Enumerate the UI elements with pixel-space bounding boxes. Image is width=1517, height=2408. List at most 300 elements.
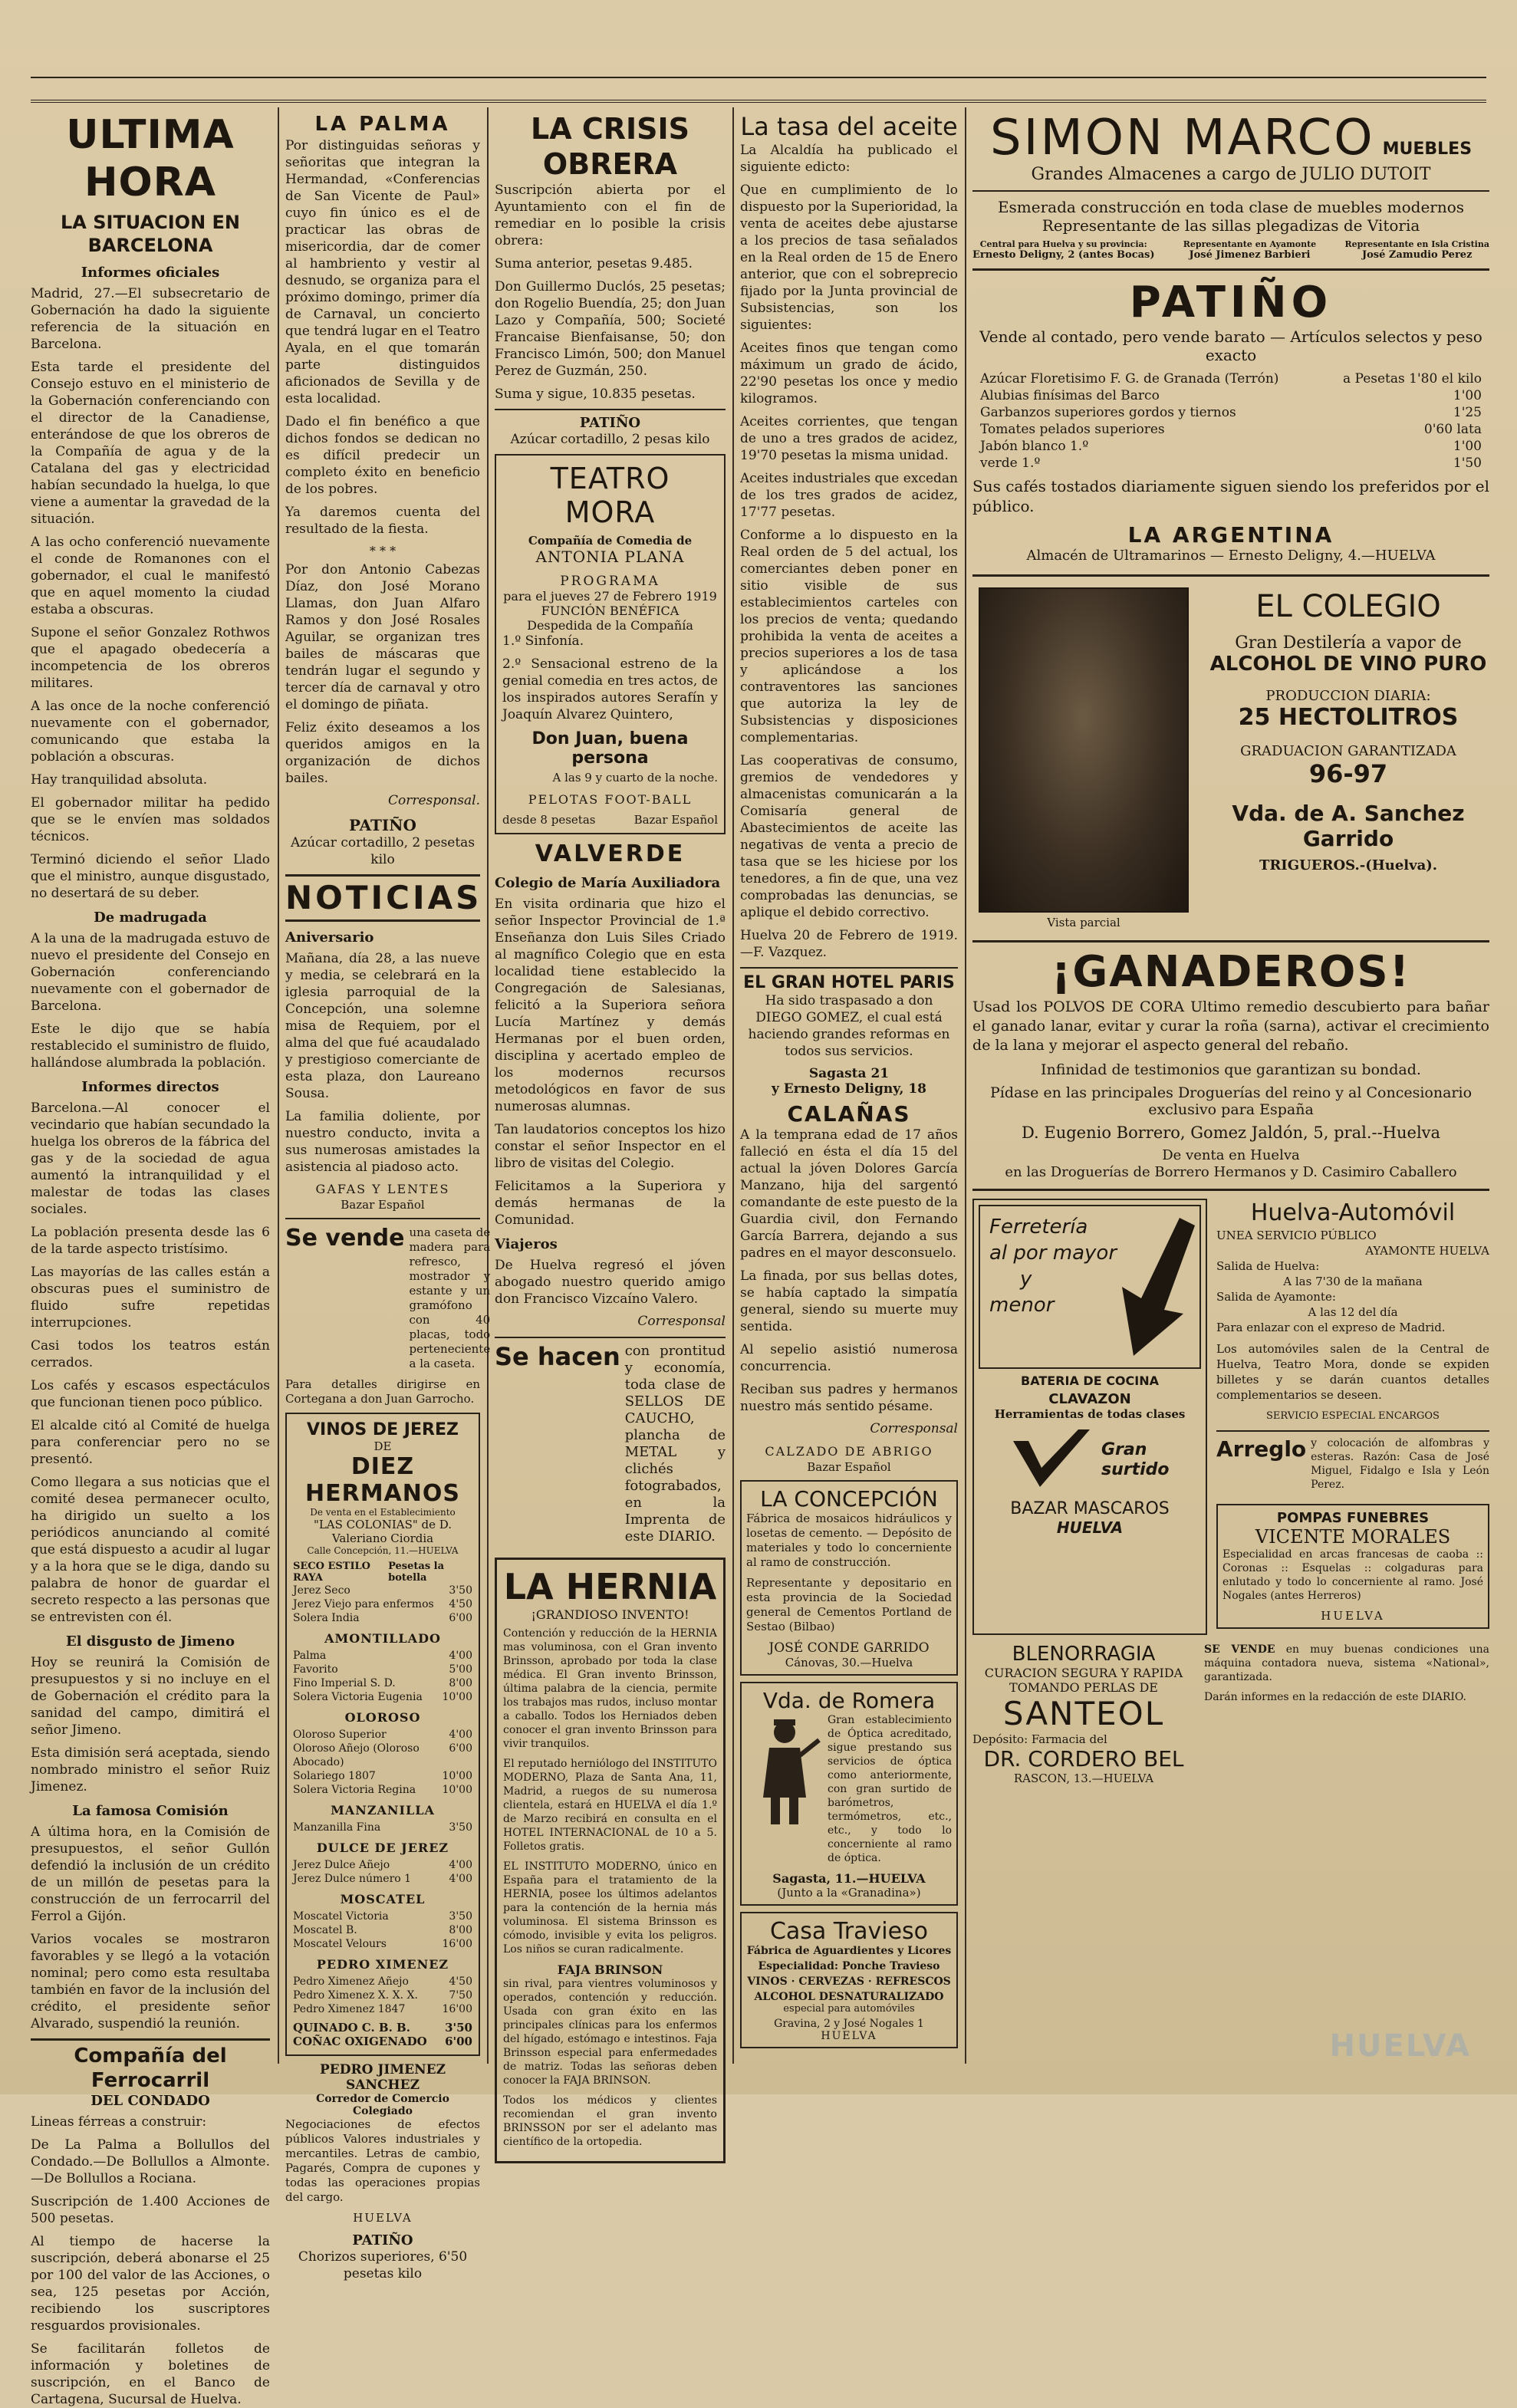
paragraph: Que en cumplimiento de lo dispuesto por la Superioridad, la venta de aceites debe ajustarse a los precios de tasa señalados en la Real orden de 15 de Enero anterior, que con el sobreprecio fijado por la Junta provincial de Subsistencias, son los siguientes: bbox=[740, 183, 958, 333]
colegio-line: TRIGUEROS.-(Huelva). bbox=[1259, 857, 1438, 873]
paragraph: Feliz éxito deseamos a los queridos amigos en la organización de dichos bailes. bbox=[285, 720, 480, 786]
colegio-line: 96-97 bbox=[1308, 759, 1388, 788]
price-value: 7'50 bbox=[449, 1989, 472, 2002]
programa-label: PROGRAMA bbox=[560, 574, 660, 589]
paragraph: La Alcaldía ha publicado el siguiente edicto: bbox=[740, 143, 958, 175]
price-value: 4'00 bbox=[449, 1650, 472, 1662]
paragraph: Conforme a lo dispuesto en la Real orden de 5 del actual, los comerciantes deben poner en sitio visible de sus establecimientos carteles con los precios de venta; quedando prohibida la venta de aceites a precios superiores a los de tasa y aplicándose a los contraventores las sanciones que autoriza la ley de Subsistencias y disposiciones complementarias. bbox=[740, 528, 958, 745]
section-heading: Aniversario bbox=[285, 929, 374, 946]
price-row bbox=[293, 1597, 472, 1611]
ferreteria-bazar: BAZAR MASCAROS bbox=[1010, 1499, 1170, 1518]
paragraph: Se facilitarán folletos de información y boletines de suscripción, en el Banco de Cartagena, Sucursal de Huelva. bbox=[31, 2341, 270, 2407]
paragraph: Don Guillermo Duclós, 25 pesetas; don Rogelio Buendía, 25; don Juan Lazo y Compañía, 500; Societé Francaise Bienfaisanse, 50; don Francisco Limón, 500; don Manuel Perez de Guzmán, 250. bbox=[495, 279, 726, 379]
arreglo-ad bbox=[1216, 1430, 1489, 1498]
ferreteria-city: HUELVA bbox=[1056, 1518, 1124, 1537]
price-row bbox=[980, 387, 1482, 404]
column-divider bbox=[487, 107, 489, 2064]
paragraph: Felicitamos a la Superiora y demás hermanas de la Comunidad. bbox=[495, 1179, 726, 1228]
seco-heading: SECO ESTILO RAYA bbox=[293, 1561, 371, 1584]
paragraph: Este le dijo que se había restablecido el suministro de fluido, hallándose alumbrada la población. bbox=[31, 1021, 270, 1071]
photo-caption: Vista parcial bbox=[1047, 916, 1120, 929]
paragraph: Esta tarde el presidente del Consejo estuvo en el ministerio de la Gobernación conferenciando con el director de la Canadiense, enterándose de que los obreros de la Compañía de agua y de la Catalana del gas y electricidad habían secundado la huelga, lo que viene a aumentar la gravedad de la situación. bbox=[31, 360, 270, 527]
travieso-vinos: VINOS · CERVEZAS · REFRESCOS bbox=[747, 1975, 951, 1988]
ganaderos-text: D. Eugenio Borrero, Gomez Jaldón, 5, pral.--Huelva bbox=[1021, 1123, 1441, 1142]
price-label: Fino Imperial S. D. bbox=[293, 1677, 396, 1689]
sevende-text: una caseta de madera para refresco, mostrador y estante y un gramófono con 40 placas, todo perteneciente a la caseta. bbox=[409, 1225, 491, 1370]
paragraph: La familia doliente, por nuestro conducto, invita a sus numerosas amistades la asistencia al piadoso acto. bbox=[285, 1109, 480, 1175]
price-row bbox=[293, 1858, 472, 1872]
paragraph: Ya daremos cuenta del resultado de la fiesta. bbox=[285, 505, 480, 537]
price-value: 4'00 bbox=[449, 1873, 472, 1885]
price-label: Moscatel B. bbox=[293, 1924, 357, 1936]
price-value: 4'00 bbox=[449, 1729, 472, 1741]
funcion-benefica: FUNCIÓN BENÉFICA bbox=[541, 604, 680, 618]
price-label: Pedro Ximenez Añejo bbox=[293, 1975, 409, 1988]
column-divider bbox=[732, 107, 734, 2064]
blen-line: TOMANDO PERLAS DE bbox=[1009, 1680, 1158, 1695]
top-rule bbox=[31, 77, 1486, 78]
price-row bbox=[293, 1649, 472, 1663]
quinado-row bbox=[293, 2021, 472, 2035]
simon-contact-head: Representante en Ayamonte bbox=[1183, 239, 1317, 249]
auto-line: Los automóviles salen de la Central de Huelva, Teatro Mora, donde se expiden billetes y se darán cuantos detalles complementarios se deseen. bbox=[1216, 1342, 1489, 1402]
pesetas-heading: Pesetas la botella bbox=[388, 1561, 445, 1584]
paragraph: Aceites finos que tengan como máximum un grado de ácido, 22'90 pesetas los once y medio kilogramos. bbox=[740, 340, 958, 406]
noticias-title: NOTICIAS bbox=[285, 874, 480, 922]
la-palma-title: LA PALMA bbox=[314, 113, 451, 136]
dulce-price-list bbox=[293, 1858, 472, 1886]
ferreteria-ad bbox=[972, 1199, 1207, 1635]
auto-line: Salida de Huelva: bbox=[1216, 1259, 1320, 1273]
price-value: 4'50 bbox=[449, 1598, 472, 1610]
column-2 bbox=[281, 111, 491, 2281]
blen-title: BLENORRAGIA bbox=[1012, 1643, 1156, 1666]
price-label: Jerez Viejo para enfermos bbox=[293, 1598, 434, 1610]
paragraph: Dado el fin benéfico a que dichos fondos se dedican no es difícil predecir un completo éxito en beneficio de los pobres. bbox=[285, 414, 480, 497]
vinos-jerez-ad bbox=[285, 1413, 480, 2056]
vinos-title: VINOS DE JEREZ bbox=[307, 1420, 459, 1439]
pjs-text: Negociaciones de efectos públicos Valores industriales y mercantiles. Letras de cambio, Pagarés, Compra de cupones y todas las operaciones propias del cargo. bbox=[285, 2117, 480, 2204]
hernia-p: Todos los médicos y clientes recomiendan el gran invento BRINSSON por ser el adelanto mas científico de la ortopedia. bbox=[503, 2094, 717, 2148]
price-row bbox=[293, 1742, 472, 1769]
gafas-ad-sub: Bazar Español bbox=[341, 1198, 425, 1212]
manzanilla-heading: MANZANILLA bbox=[331, 1803, 435, 1818]
blen-dep: Depósito: Farmacia del bbox=[972, 1732, 1107, 1746]
price-row bbox=[293, 1975, 472, 1989]
concepcion-ad bbox=[740, 1480, 958, 1676]
sevende-text: en muy buenas condiciones una máquina contadora nueva, sistema «National», garantizada. bbox=[1204, 1643, 1489, 1683]
paragraph: Los cafés y escasos espectáculos que funcionan tienen poco público. bbox=[31, 1378, 270, 1410]
paragraph: Las mayorías de las calles están a obscuras pues el suministro de fluido sufre repetidas interrupciones. bbox=[31, 1265, 270, 1331]
arreglo-text: y colocación de alfombras y esteras. Razón: Casa de José Miguel, Fidalgo e Isla y León Perez. bbox=[1311, 1437, 1489, 1491]
concepcion-text: Fábrica de mosaicos hidráulicos y losetas de cemento. — Depósito de materiales y todo lo concerniente al ramo de construcción. bbox=[746, 1512, 952, 1569]
conac-label: COÑAC OXIGENADO bbox=[293, 2035, 427, 2048]
romera-address2: (Junto a la «Granadina») bbox=[777, 1886, 921, 1900]
asterism: * * * bbox=[369, 544, 397, 558]
price-row bbox=[980, 421, 1482, 438]
patino2-text: Chorizos superiores, 6'50 pesetas kilo bbox=[298, 2249, 468, 2281]
price-value: 1'00 bbox=[1453, 388, 1482, 403]
ganaderos-text: Usad los POLVOS DE CORA Ultimo remedio descubierto para bañar el ganado lanar, evitar y curar la roña (sarna), activar el crecimiento de la lana y mejorar el aspecto general del rebaño. bbox=[972, 998, 1489, 1054]
paragraph: Esta dimisión será aceptada, siendo nombrado ministro el señor Ruiz Jimenez. bbox=[31, 1745, 270, 1794]
ganaderos-title: ¡GANADEROS! bbox=[1051, 947, 1411, 997]
ferreteria-gran: Gran surtido bbox=[1101, 1440, 1170, 1479]
pjs-sub: Corredor de Comercio Colegiado bbox=[316, 2093, 449, 2117]
hotel-paris-title: EL GRAN HOTEL PARIS bbox=[740, 967, 958, 992]
paragraph: El alcalde citó al Comité de huelga para conferenciar pero no se presentó. bbox=[31, 1418, 270, 1467]
pelotas-title: PELOTAS FOOT-BALL bbox=[528, 792, 693, 807]
price-row bbox=[293, 1584, 472, 1597]
price-value: 1'00 bbox=[1453, 439, 1482, 454]
travieso-esp: Especialidad: Ponche Travieso bbox=[758, 1960, 940, 1972]
price-label: Garbanzos superiores gordos y tiernos bbox=[980, 405, 1236, 420]
column-3 bbox=[490, 111, 730, 2148]
hernia-title: LA HERNIA bbox=[503, 1566, 717, 1607]
paragraph: Suscripción de 1.400 Acciones de 500 pesetas. bbox=[31, 2194, 270, 2226]
colegio-line: 25 HECTOLITROS bbox=[1238, 704, 1459, 731]
teatro-actress: ANTONIA PLANA bbox=[535, 548, 685, 566]
sehacen-ad bbox=[495, 1337, 726, 1551]
moscatel-heading: MOSCATEL bbox=[340, 1892, 426, 1906]
paragraph: A las ocho conferenció nuevamente el conde de Romanones con el gobernador, el cual le manifestó que en aquel momento la ciudad estaba a obscuras. bbox=[31, 535, 270, 617]
paragraph: Casi todos los teatros están cerrados. bbox=[31, 1338, 270, 1370]
ferrocarril-title: Compañía del Ferrocarril bbox=[74, 2044, 227, 2092]
price-label: Palma bbox=[293, 1650, 327, 1662]
price-row bbox=[293, 1728, 472, 1742]
oloroso-heading: OLOROSO bbox=[344, 1710, 421, 1725]
simon-contact: Ernesto Deligny, 2 (antes Bocas) bbox=[972, 249, 1155, 261]
price-value: 0'60 lata bbox=[1423, 422, 1482, 437]
price-value: 10'00 bbox=[442, 1784, 472, 1796]
section-heading: Colegio de María Auxiliadora bbox=[495, 875, 721, 891]
programa-item: 2.º Sensacional estreno de la genial comedia en tres actos, de los inspirados autores Serafín y Joaquín Alvarez Quintero, bbox=[502, 656, 718, 722]
sehacen-text: con prontitud y economía, toda clase de SELLOS DE CAUCHO, plancha de METAL y clichés fotograbados, en la Imprenta de este DIARIO. bbox=[624, 1343, 726, 1544]
column-4 bbox=[735, 111, 963, 2064]
gafas-ad-title: GAFAS Y LENTES bbox=[315, 1182, 450, 1196]
pompas-city: HUELVA bbox=[1321, 1609, 1385, 1623]
concepcion-title: LA CONCEPCIÓN bbox=[760, 1486, 938, 1512]
auto-line: Salida de Ayamonte: bbox=[1216, 1290, 1336, 1304]
pompas-text: Especialidad en arcas francesas de caoba :: Coronas :: Esquelas :: colgaduras para enlutado y todo lo concerniente al ramo. José Nogales (antes Herreros) bbox=[1222, 1548, 1483, 1602]
top-double-rule bbox=[31, 100, 1486, 103]
sevende-title: Se vende bbox=[285, 1225, 405, 1252]
calzado-title: CALZADO DE ABRIGO bbox=[765, 1444, 933, 1459]
valverde-title: VALVERDE bbox=[535, 840, 686, 867]
patino-ad-title: PATIÑO bbox=[349, 816, 416, 834]
travieso-sub: Fábrica de Aguardientes y Licores bbox=[746, 1945, 952, 1957]
patino-big-sub: Vende al contado, pero vende barato — Artículos selectos y peso exacto bbox=[979, 327, 1482, 364]
column-5 bbox=[968, 111, 1494, 2064]
amontillado-price-list bbox=[293, 1649, 472, 1704]
paragraph: Aceites industriales que excedan de los tres grados de acidez, 17'77 pesetas. bbox=[740, 471, 958, 520]
price-label: Oloroso Superior bbox=[293, 1729, 387, 1741]
paragraph: A última hora, en la Comisión de presupuestos, el señor Gullón defendió la inclusión de un crédito de un millón de pesetas para la construcción de un ferrocarril del Ferrol a Gijón. bbox=[31, 1824, 270, 1924]
ferreteria-bateria: BATERIA DE COCINA bbox=[1021, 1373, 1159, 1388]
section-heading: Informes oficiales bbox=[81, 265, 220, 281]
price-row bbox=[293, 1821, 472, 1834]
signature: Corresponsal bbox=[870, 1421, 958, 1436]
price-label: Jerez Dulce número 1 bbox=[293, 1873, 412, 1885]
patino-price-list bbox=[972, 370, 1489, 472]
hernia-p: Contención y reducción de la HERNIA mas voluminosa, con el Gran invento Brinsson, aprobado por toda la clase médica. El Gran invento Brinsson, última palabra de la ciencia, permite los trabajos mas rudos, incluso montar a caballo. Todos los Herniados deben conocer el gran invento Brinsson para vivir tranquilos. bbox=[503, 1627, 717, 1750]
ferreteria-line: al por mayor bbox=[989, 1242, 1117, 1265]
argentina-sub: Almacén de Ultramarinos — Ernesto Deligny, 4.—HUELVA bbox=[1026, 548, 1436, 564]
sevende-title: SE VENDE bbox=[1204, 1643, 1275, 1656]
hotel-address: Sagasta 21 bbox=[808, 1066, 890, 1081]
price-value: 8'00 bbox=[449, 1924, 472, 1936]
arrow-down-icon bbox=[1111, 1214, 1195, 1360]
pelotas-shop: Bazar Español bbox=[633, 813, 718, 827]
vinos-venta: De venta en el Establecimiento bbox=[310, 1507, 456, 1518]
price-label: Jerez Seco bbox=[293, 1584, 350, 1597]
ferreteria-line: Ferretería bbox=[989, 1216, 1088, 1239]
calzado-sub: Bazar Español bbox=[807, 1460, 891, 1474]
ganaderos-text: De venta en Huelva bbox=[1162, 1147, 1300, 1163]
despedida: Despedida de la Compañía bbox=[527, 618, 693, 633]
paragraph: Tan laudatorios conceptos los hizo constar el señor Inspector en el libro de visitas del Colegio. bbox=[495, 1122, 726, 1171]
paragraph: El gobernador militar ha pedido que se le envíen mas soldados técnicos. bbox=[31, 795, 270, 844]
travieso-title: Casa Travieso bbox=[769, 1918, 929, 1945]
pedro-heading: PEDRO XIMENEZ bbox=[316, 1957, 449, 1972]
price-label: Moscatel Victoria bbox=[293, 1910, 389, 1923]
patino-cafe: Sus cafés tostados diariamente siguen siendo los preferidos por el público. bbox=[972, 477, 1489, 515]
vinos-calle: Calle Concepción, 11.—HUELVA bbox=[307, 1545, 459, 1556]
oloroso-price-list bbox=[293, 1728, 472, 1797]
pompas-title: POMPAS FUNEBRES bbox=[1276, 1510, 1430, 1526]
paragraph: De La Palma a Bollullos del Condado.—De Bollullos a Almonte.—De Bollullos a Rociana. bbox=[31, 2137, 270, 2186]
patino-text: Azúcar cortadillo, 2 pesas kilo bbox=[510, 432, 710, 447]
situacion-subtitle: LA SITUACION EN BARCELONA bbox=[61, 212, 240, 256]
paragraph: La población presenta desde las 6 de la tarde aspecto tristísimo. bbox=[31, 1225, 270, 1257]
blen-brand: SANTEOL bbox=[1002, 1695, 1165, 1732]
pompas-ad bbox=[1216, 1504, 1489, 1629]
price-value: 16'00 bbox=[442, 1938, 472, 1950]
price-label: Tomates pelados superiores bbox=[980, 422, 1165, 437]
section-heading: La famosa Comisión bbox=[72, 1803, 229, 1819]
paragraph: Hoy se reunirá la Comisión de presupuestos y si no incluye en el de Gobernación el crédito para la sanidad del campo, dimitirá el señor Jimeno. bbox=[31, 1655, 270, 1738]
concepcion-text: Representante y depositario en esta provincia de la Sociedad general de Cementos Portland de Sestao (Bilbao) bbox=[746, 1576, 952, 1633]
tasa-aceite-title: La tasa del aceite bbox=[740, 112, 958, 141]
pedro-price-list bbox=[293, 1975, 472, 2016]
paragraph: De Huelva regresó el jóven abogado nuestro querido amigo don Francisco Vizcaíno Valero. bbox=[495, 1258, 726, 1307]
hernia-ad bbox=[495, 1558, 726, 2163]
section-heading: Viajeros bbox=[495, 1236, 558, 1252]
price-row bbox=[980, 404, 1482, 421]
price-row bbox=[293, 1676, 472, 1690]
quinado-label: QUINADO C. B. B. bbox=[293, 2021, 410, 2035]
hernia-p: El reputado herniólogo del INSTITUTO MODERNO, Plaza de Santa Ana, 11, Madrid, a ruegos de su numerosa clientela, estará en HUELVA el día 1.º de Marzo recibirá en consulta en el HOTEL INTERNACIONAL de 10 a 5. Folletos gratis. bbox=[503, 1758, 717, 1853]
paragraph: Varios vocales se mostraron favorables y se llegó a la votación nominal; pero como esta resultaba también en favor de la inclusión del crédito, el presidente señor Alvarado, suspendió la reunión. bbox=[31, 1932, 270, 2031]
price-value: a Pesetas 1'80 el kilo bbox=[1343, 371, 1482, 387]
blen-addr: RASCON, 13.—HUELVA bbox=[1013, 1771, 1154, 1785]
diez-hermanos-brand: DIEZ HERMANOS bbox=[305, 1453, 460, 1507]
price-row bbox=[293, 1872, 472, 1886]
seco-price-list bbox=[293, 1584, 472, 1625]
price-value: 3'50 bbox=[449, 1584, 472, 1597]
hernia-sub: ¡GRANDIOSO INVENTO! bbox=[531, 1607, 689, 1622]
price-row bbox=[293, 1663, 472, 1676]
paragraph: La finada, por sus bellas dotes, se había captado la simpatía general, siendo su muerte muy sentida. bbox=[740, 1268, 958, 1334]
patino-big-title: PATIÑO bbox=[1129, 278, 1333, 327]
pjs-city: HUELVA bbox=[353, 2211, 413, 2225]
simon-contact: José Zamudio Perez bbox=[1361, 249, 1473, 261]
colegio-line: Vda. de A. Sanchez Garrido bbox=[1232, 801, 1465, 851]
price-label: Solera Victoria Regina bbox=[293, 1784, 416, 1796]
ferreteria-line: menor bbox=[989, 1294, 1055, 1317]
calanas-title: CALAÑAS bbox=[787, 1101, 911, 1127]
price-label: Jerez Dulce Añejo bbox=[293, 1859, 390, 1871]
pelotas-price: desde 8 pesetas bbox=[502, 813, 596, 827]
paragraph: Suscripción abierta por el Ayuntamiento con el fin de remediar en lo posible la crisis obrera: bbox=[495, 183, 726, 248]
hernia-p: sin rival, para vientres voluminosos y operados, contención y reducción. Usada con gran éxito en las principales clínicas para los enfermos del hígado, estómago e intestinos. Faja Brinsson especial para enfermedades de matriz. Todas las señoras deben conocer la FAJA BRINSON. bbox=[503, 1978, 717, 2087]
price-label: Jabón blanco 1.º bbox=[980, 439, 1089, 454]
paragraph: Reciban sus padres y hermanos nuestro más sentido pésame. bbox=[740, 1382, 958, 1414]
paragraph: Suma y sigue, 10.835 pesetas. bbox=[495, 387, 696, 402]
obra-title: Don Juan, buena persona bbox=[531, 729, 689, 768]
paragraph: Aceites corrientes, que tengan de uno a tres grados de acidez, 19'70 pesetas la misma unidad. bbox=[740, 414, 958, 463]
price-row bbox=[293, 1690, 472, 1704]
paragraph: Mañana, día 28, a las nueve y media, se celebrará en la iglesia parroquial de la Concepción, una solemne misa de Requiem, por el alma del que fué acaudalado y prestigioso comerciante de esta plaza, don Laureano Sousa. bbox=[285, 951, 480, 1101]
pjs-title: PEDRO JIMENEZ SANCHEZ bbox=[319, 2062, 446, 2093]
price-label: Azúcar Floretisimo F. G. de Granada (Terrón) bbox=[980, 371, 1279, 387]
quinado-price: 3'50 bbox=[445, 2021, 472, 2035]
auto-line: AYAMONTE HUELVA bbox=[1365, 1244, 1489, 1258]
price-row bbox=[293, 1910, 472, 1923]
price-label: Alubias finísimas del Barco bbox=[980, 388, 1160, 403]
price-value: 1'25 bbox=[1453, 405, 1482, 420]
travieso-city: HUELVA bbox=[821, 2030, 877, 2042]
divider bbox=[31, 2038, 270, 2041]
price-label: Solera India bbox=[293, 1612, 360, 1624]
concepcion-address: Cánovas, 30.—Huelva bbox=[785, 1656, 913, 1669]
signature: Corresponsal bbox=[637, 1314, 726, 1329]
price-row bbox=[980, 438, 1482, 455]
paragraph: Al sepelio asistió numerosa concurrencia. bbox=[740, 1342, 958, 1374]
auto-line: SERVICIO ESPECIAL ENCARGOS bbox=[1266, 1410, 1440, 1422]
price-value: 3'50 bbox=[449, 1821, 472, 1834]
romera-text: Gran establecimiento de Óptica acreditado, sigue prestando sus servicios de óptica como anteriormente, con gran surtido de barómetros, termómetros, etc., etc., y todo lo concerniente al ramo de óptica. bbox=[828, 1714, 952, 1864]
blenorragia-ad bbox=[972, 1643, 1195, 1785]
distillery-photo bbox=[979, 587, 1189, 913]
simon-text: Esmerada construcción en toda clase de muebles modernos bbox=[997, 198, 1465, 216]
price-value: 4'50 bbox=[449, 1975, 472, 1988]
paragraph: Terminó diciendo el señor Llado que el ministro, aunque disgustado, no desertará de su deber. bbox=[31, 852, 270, 901]
sevende-text2: Para detalles dirigirse en Cortegana a don Juan Garrocho. bbox=[285, 1377, 480, 1406]
auto-line: A las 12 del día bbox=[1308, 1305, 1398, 1319]
paragraph: A la temprana edad de 17 años falleció en ésta el día 15 del actual la jóven Dolores García Manzano, hija del sargentó comandante de este puesto de la Guardia civil, don Fernando García Barrera, dejando a sus padres en el mayor desconsuelo. bbox=[740, 1127, 958, 1261]
price-label: Manzanilla Fina bbox=[293, 1821, 381, 1834]
hernia-p: EL INSTITUTO MODERNO, único en España para el tratamiento de la HERNIA, posee los últimos adelantos para la contención de la hernia más voluminosa. El sistema Brinsson es cómodo, invisible y evita los peligros. Los niños se curan radicalmente. bbox=[503, 1860, 717, 1956]
travieso-address: Gravina, 2 y José Nogales 1 bbox=[774, 2018, 924, 2030]
price-value: 16'00 bbox=[442, 2003, 472, 2015]
blen-line: CURACION SEGURA Y RAPIDA bbox=[984, 1666, 1183, 1680]
paragraph: Madrid, 27.—El subsecretario de Gobernación ha dado la siguiente referencia de la situación en Barcelona. bbox=[31, 286, 270, 352]
simon-text: Representante de las sillas plegadizas de Vitoria bbox=[1041, 216, 1420, 235]
auto-line: A las 7'30 de la mañana bbox=[1283, 1275, 1423, 1288]
price-row bbox=[980, 455, 1482, 472]
paragraph: Por don Antonio Cabezas Díaz, don José Morano Llamas, don Juan Alfaro Ramos y don José Rosales Aguilar, se organizan tres bailes de máscaras que tendrán lugar el segundo y tercer día de carnaval y otro el domingo de piñata. bbox=[285, 562, 480, 712]
paragraph: A la una de la madrugada estuvo de nuevo el presidente del Consejo en Gobernación conferenciando nuevamente con el gobernador de Barcelona. bbox=[31, 931, 270, 1014]
ultima-hora-title: ULTIMA HORA bbox=[66, 112, 235, 206]
travieso-auto: especial para automóviles bbox=[783, 2003, 915, 2015]
romera-ad bbox=[740, 1682, 958, 1906]
romera-title: Vda. de Romera bbox=[762, 1688, 936, 1713]
column-divider bbox=[278, 107, 279, 2064]
price-row bbox=[293, 1611, 472, 1625]
programa-item: 1.º Sinfonía. bbox=[502, 633, 584, 649]
price-row bbox=[293, 1989, 472, 2002]
vinos-colonias: "LAS COLONIAS" de D. Valeriano Ciordia bbox=[313, 1518, 452, 1545]
sevende-maquina-ad bbox=[1204, 1643, 1489, 1785]
price-label: Oloroso Añejo (Oloroso Abocado) bbox=[293, 1742, 420, 1768]
conac-price: 6'00 bbox=[445, 2035, 472, 2048]
section-heading: El disgusto de Jimeno bbox=[65, 1633, 235, 1650]
paragraph: Hay tranquilidad absoluta. bbox=[31, 772, 208, 788]
teatro-company: Compañía de Comedia de bbox=[528, 534, 693, 548]
price-value: 4'00 bbox=[449, 1859, 472, 1871]
ganaderos-text: en las Droguerías de Borrero Hermanos y D. Casimiro Caballero bbox=[1005, 1164, 1457, 1180]
price-row bbox=[293, 1923, 472, 1937]
sevende-text2: Darán informes en la redacción de este DIARIO. bbox=[1204, 1691, 1467, 1703]
price-value: 10'00 bbox=[442, 1770, 472, 1782]
column-1 bbox=[26, 111, 275, 2407]
ganaderos-text: Infinidad de testimonios que garantizan su bondad. bbox=[1041, 1061, 1421, 1078]
paragraph: Por distinguidas señoras y señoritas que integran la Hermandad, «Conferencias de San Vicente de Paul» cuyo fin único es el de practicar las obras de misericordia, dar de comer al hambriento y vestir al desnudo, se organiza para el próximo domingo, primer día de Carnaval, un concierto que tendrá lugar en el Teatro Ayala, en el que tomarán parte distinguidos aficionados de Sevilla y de esta localidad. bbox=[285, 138, 480, 406]
faja-title: FAJA BRINSON bbox=[557, 1962, 663, 1977]
price-label: Pedro Ximenez X. X. X. bbox=[293, 1989, 418, 2002]
colegio-line: GRADUACION GARANTIZADA bbox=[1240, 743, 1456, 759]
paragraph: Las cooperativas de consumo, gremios de vendedores y almacenistas comunicarán a la Comisaría general de Abastecimientos de aceite las negativas de venta a precio de tasa que se les hiciese por los tenedores, a fin de que, una vez comprobadas las denuncias, se aplique el debido correctivo. bbox=[740, 753, 958, 920]
price-label: verde 1.º bbox=[980, 456, 1041, 471]
optician-figure-icon bbox=[746, 1713, 823, 1828]
price-label: Pedro Ximenez 1847 bbox=[293, 2003, 406, 2015]
patino-title: PATIÑO bbox=[495, 409, 726, 431]
paragraph: Supone el señor Gonzalez Rothwos que el apagado obedecería a incompetencia de los obreros militares. bbox=[31, 625, 270, 691]
simon-marco-title: SIMON MARCO bbox=[989, 110, 1375, 166]
sevende-ad bbox=[285, 1225, 491, 1377]
argentina-title: LA ARGENTINA bbox=[1127, 522, 1334, 548]
price-value: 6'00 bbox=[449, 1742, 472, 1755]
price-value: 8'00 bbox=[449, 1677, 472, 1689]
price-row bbox=[293, 1769, 472, 1783]
ferreteria-line: y bbox=[1020, 1268, 1032, 1291]
hora: A las 9 y cuarto de la noche. bbox=[552, 771, 718, 785]
blen-dr: DR. CORDERO BEL bbox=[983, 1746, 1184, 1771]
concepcion-name: JOSÉ CONDE GARRIDO bbox=[768, 1640, 930, 1656]
price-value: 1'50 bbox=[1453, 456, 1482, 471]
amontillado-heading: AMONTILLADO bbox=[324, 1631, 441, 1646]
ganaderos-text: Pídase en las principales Droguerías del reino y al Concesionario exclusivo para España bbox=[989, 1084, 1473, 1118]
simon-muebles: MUEBLES bbox=[1382, 140, 1473, 159]
ferreteria-clavazon: CLAVAZON bbox=[1048, 1391, 1131, 1407]
el-colegio-ad bbox=[972, 587, 1489, 929]
price-value: 3'50 bbox=[449, 1910, 472, 1923]
colegio-line: ALCOHOL DE VINO PURO bbox=[1209, 653, 1487, 676]
signature: Corresponsal. bbox=[387, 793, 480, 808]
teatro-mora-ad bbox=[495, 454, 726, 834]
price-label: Solera Victoria Eugenia bbox=[293, 1691, 423, 1703]
section-heading: De madrugada bbox=[94, 910, 207, 926]
pompas-name: VICENTE MORALES bbox=[1255, 1526, 1451, 1548]
travieso-alcohol: ALCOHOL DESNATURALIZADO bbox=[754, 1991, 944, 2003]
hotel-address: y Ernesto Deligny, 18 bbox=[771, 1081, 927, 1097]
paragraph: Suma anterior, pesetas 9.485. bbox=[495, 256, 693, 271]
price-label: Favorito bbox=[293, 1663, 338, 1676]
programa-date: para el jueves 27 de Febrero 1919 bbox=[503, 589, 717, 604]
el-colegio-title: EL COLEGIO bbox=[1255, 589, 1441, 624]
price-row bbox=[293, 2002, 472, 2016]
ferrocarril-subtitle: DEL CONDADO bbox=[90, 2093, 210, 2109]
